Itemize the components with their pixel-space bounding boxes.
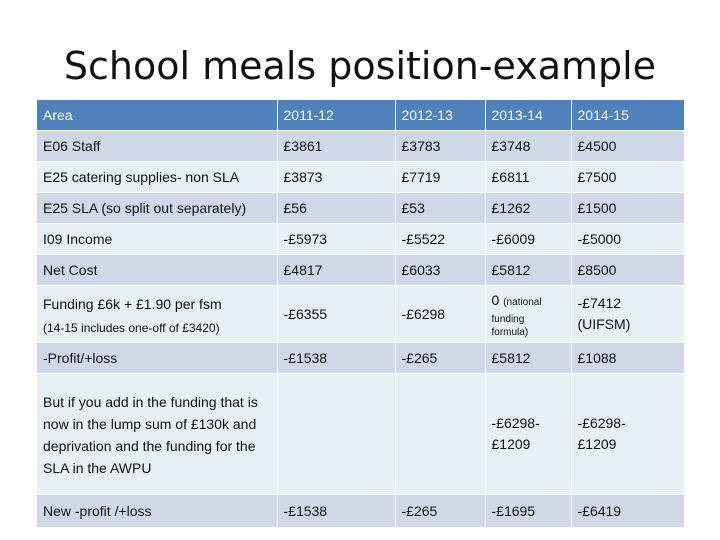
cell-label [37,374,277,495]
cell-value: £4500 [571,131,684,162]
header-2012-13: 2012-13 [395,100,485,131]
header-2011-12: 2011-12 [277,100,395,131]
funding-2013-14-note-c: formula) [491,326,529,338]
cell-value: £6033 [395,255,485,286]
row-profit-loss [37,343,684,374]
cell-value [485,286,571,343]
cell-label: E25 SLA (so split out separately) [37,193,277,224]
row-additional-funding [37,374,684,495]
cell-value: £1500 [571,193,684,224]
cell-value: £56 [277,193,395,224]
header-row [37,100,684,131]
cell-value: £7719 [395,162,485,193]
cell-value: £5812 [485,343,571,374]
cell-value: -£5522 [395,224,485,255]
cell-value [571,286,684,343]
additional-2013-14-a: -£6298- [491,415,540,431]
cell-value: £7500 [571,162,684,193]
additional-2014-15-b: £1209 [577,436,617,452]
cell-value: -£1538 [277,495,395,528]
cell-value: £1088 [571,343,684,374]
funding-label: Funding £6k + £1.90 per fsm [43,295,222,312]
funding-2014-15-note: (UIFSM) [577,316,631,332]
row-funding [37,286,684,343]
funding-2014-15: -£7412 [577,295,622,311]
cell-value [485,374,571,495]
row-new-profit-loss [37,495,684,528]
row-supplies [37,162,684,193]
additional-2013-14-b: £1209 [491,436,531,452]
header-2014-15: 2014-15 [571,100,684,131]
funding-note: (14-15 includes one-off of £3420) [43,320,220,335]
cell-label: E06 Staff [37,131,277,162]
funding-2013-14: 0 [491,291,500,308]
cell-value: -£6009 [485,224,571,255]
cell-label: New -profit /+loss [37,495,277,528]
funding-2011-12: -£6355 [283,305,328,322]
header-area: Area [37,100,277,131]
funding-2013-14-note-b: funding [491,313,525,325]
cell-value [277,286,395,343]
cell-value: £8500 [571,255,684,286]
additional-2014-15-a: -£6298- [577,415,626,431]
row-sla [37,193,684,224]
cell-value: £3861 [277,131,395,162]
cell-value [571,374,684,495]
cell-value: £6811 [485,162,571,193]
cell-value: -£265 [395,343,485,374]
cell-value: £4817 [277,255,395,286]
slide-title: School meals position-example [63,44,657,88]
cell-value: £3748 [485,131,571,162]
cell-value: £1262 [485,193,571,224]
cell-value: £5812 [485,255,571,286]
cell-value [395,374,485,495]
header-2013-14: 2013-14 [485,100,571,131]
school-meals-table [37,100,685,528]
cell-value: -£5973 [277,224,395,255]
cell-value: -£1538 [277,343,395,374]
row-income [37,224,684,255]
additional-funding-label: But if you add in the funding that is now in the lump sum of £130k and deprivation and the funding for the SLA in the AWPU [43,394,258,476]
funding-2013-14-note-a: (national [503,296,542,308]
cell-value [395,286,485,343]
cell-label: -Profit/+loss [37,343,277,374]
cell-label: Net Cost [37,255,277,286]
cell-value: -£1695 [485,495,571,528]
cell-value: £53 [395,193,485,224]
row-staff [37,131,684,162]
funding-2012-13: -£6298 [401,305,446,322]
cell-value: -£265 [395,495,485,528]
row-net-cost [37,255,684,286]
cell-value: £3783 [395,131,485,162]
cell-value: -£5000 [571,224,684,255]
cell-label: E25 catering supplies- non SLA [37,162,277,193]
cell-label [37,286,277,343]
cell-label: I09 Income [37,224,277,255]
cell-value: £3873 [277,162,395,193]
cell-value: -£6419 [571,495,684,528]
cell-value [277,374,395,495]
